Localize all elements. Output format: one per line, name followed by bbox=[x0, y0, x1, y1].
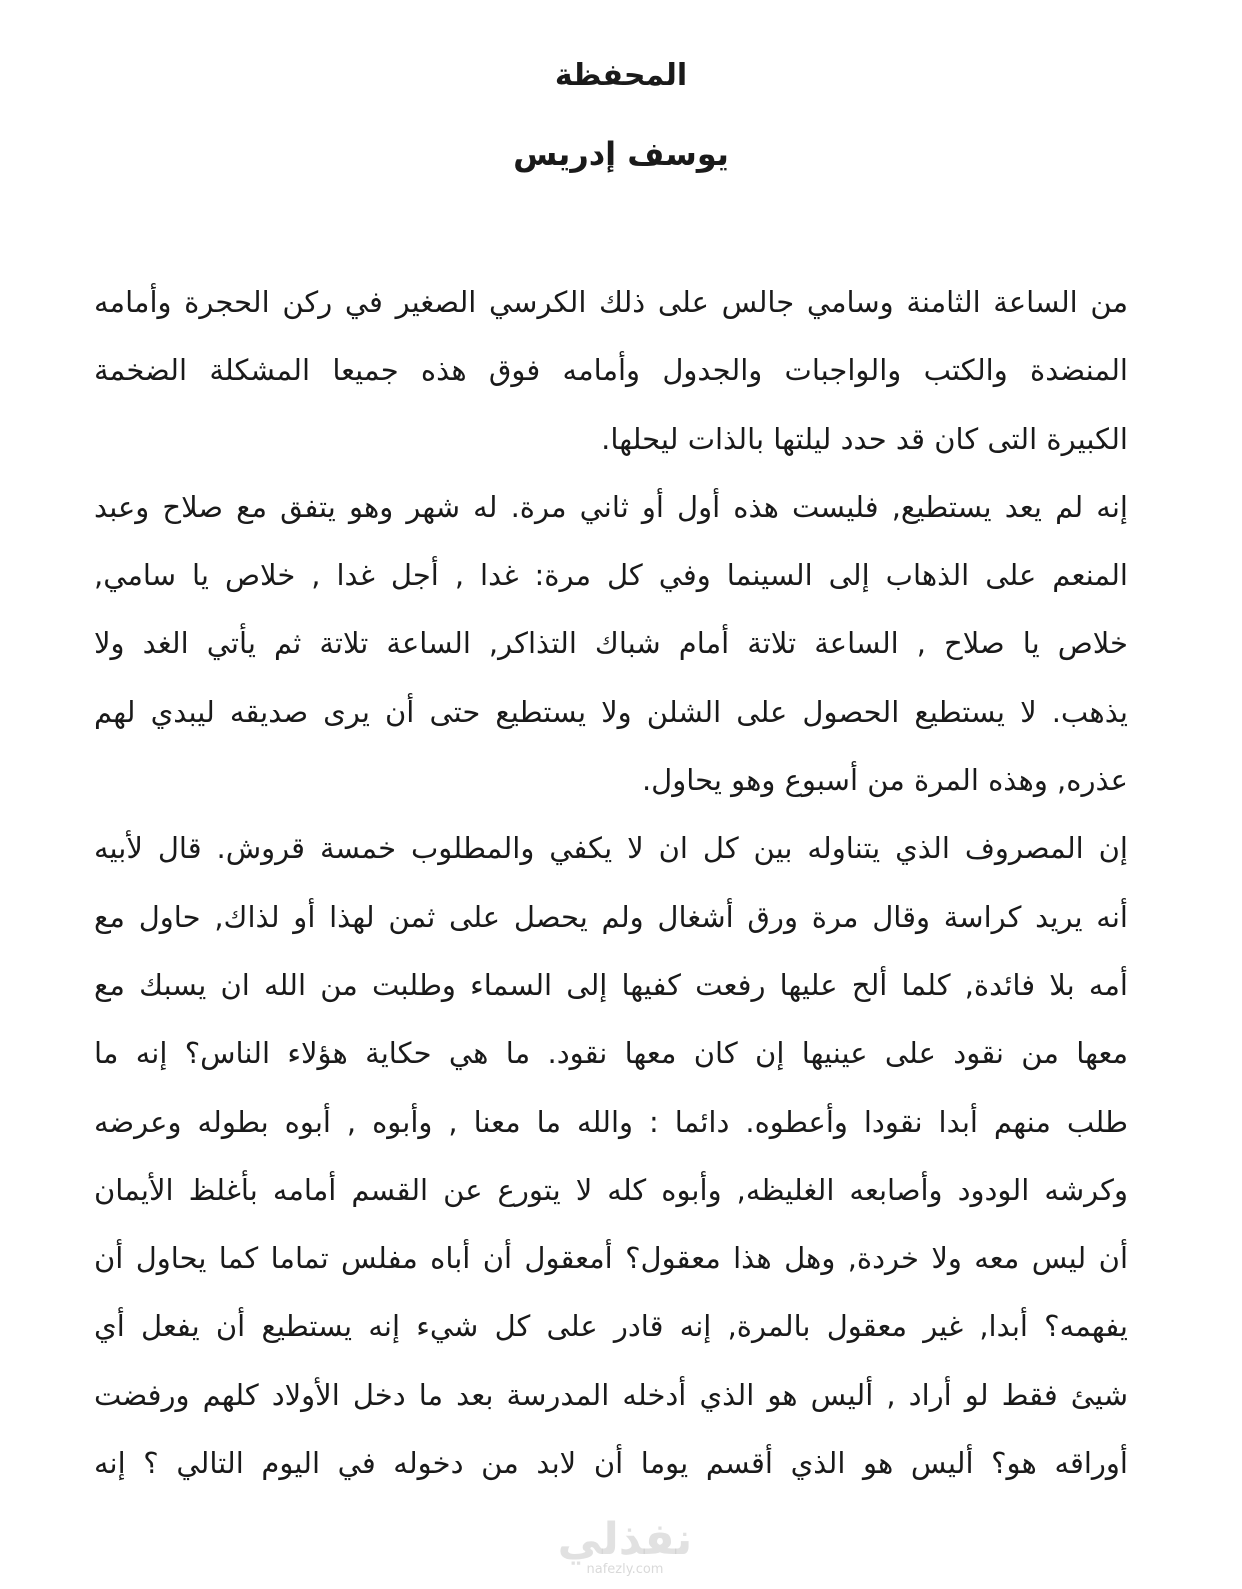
text-line: وكرشه الودود وأصابعه الغليظه, وأبوه كله لا يتورع عن القسم أمامه بأغلظ الأيمان bbox=[94, 1172, 1128, 1207]
text-line: من الساعة الثامنة وسامي جالس على ذلك الكرسي الصغير في ركن الحجرة وأمامه bbox=[94, 285, 1128, 319]
text-line: إنه لم يعد يستطيع, فليست هذه أول أو ثاني مرة. له شهر وهو يتفق مع صلاح وعبد bbox=[94, 489, 1128, 524]
text-line: إن المصروف الذي يتناوله بين كل ان لا يكفي والمطلوب خمسة قروش. قال لأبيه bbox=[94, 831, 1128, 866]
text-line: شيئ فقط لو أراد , أليس هو الذي أدخله المدرسة بعد ما دخل الأولاد كلهم ورفضت bbox=[94, 1377, 1128, 1412]
text-line: معها من نقود على عينيها إن كان معها نقود. ما هي حكاية هؤلاء الناس؟ إنه ما bbox=[94, 1036, 1128, 1071]
text-line: يذهب. لا يستطيع الحصول على الشلن ولا يستطيع حتى أن يرى صديقه ليبدي لهم bbox=[94, 694, 1128, 729]
text-line: الكبيرة التى كان قد حدد ليلتها بالذات ليحلها. bbox=[601, 421, 1128, 456]
story-body bbox=[94, 268, 1128, 1589]
text-line: يفهمه؟ أبدا, غير معقول بالمرة, إنه قادر على كل شيء إنه يستطيع أن يفعل أي bbox=[94, 1309, 1128, 1344]
text-line: طلب منهم أبدا نقودا وأعطوه. دائما : والله ما معنا , وأبوه , أبوه بطوله وعرضه bbox=[94, 1104, 1128, 1139]
text-line: خلاص يا صلاح , الساعة تلاتة أمام شباك التذاكر, الساعة تلاتة ثم يأتي الغد ولا bbox=[94, 626, 1128, 661]
text-line: المنضدة والكتب والواجبات والجدول وأمامه فوق هذه جميعا المشكلة الضخمة bbox=[94, 353, 1128, 388]
text-line: أنه يريد كراسة وقال مرة ورق أشغال ولم يحصل على ثمن لهذا أو لذاك, حاول مع bbox=[94, 899, 1128, 934]
text-line: أوراقه هو؟ أليس هو الذي أقسم يوما أن لابد من دخوله في اليوم التالي ؟ إنه bbox=[94, 1446, 1128, 1481]
text-line: المنعم على الذهاب إلى السينما وفي كل مرة: غدا , أجل غدا , خلاص يا سامي, bbox=[94, 558, 1128, 593]
watermark-brand: نفذلي bbox=[557, 1514, 693, 1565]
document-author: يوسف إدريس bbox=[513, 135, 729, 173]
text-line: أن ليس معه ولا خردة, وهل هذا معقول؟ أمعقول أن أباه مفلس تماما كما يحاول أن bbox=[94, 1241, 1128, 1276]
document-title: المحفظة bbox=[554, 58, 688, 93]
text-line: أمه بلا فائدة, كلما ألح عليها رفعت كفيها إلى السماء وطلبت من الله ان يسبك مع bbox=[94, 967, 1128, 1002]
watermark-url: nafezly.com bbox=[586, 1562, 664, 1577]
text-line: عذره, وهذه المرة من أسبوع وهو يحاول. bbox=[641, 763, 1128, 798]
